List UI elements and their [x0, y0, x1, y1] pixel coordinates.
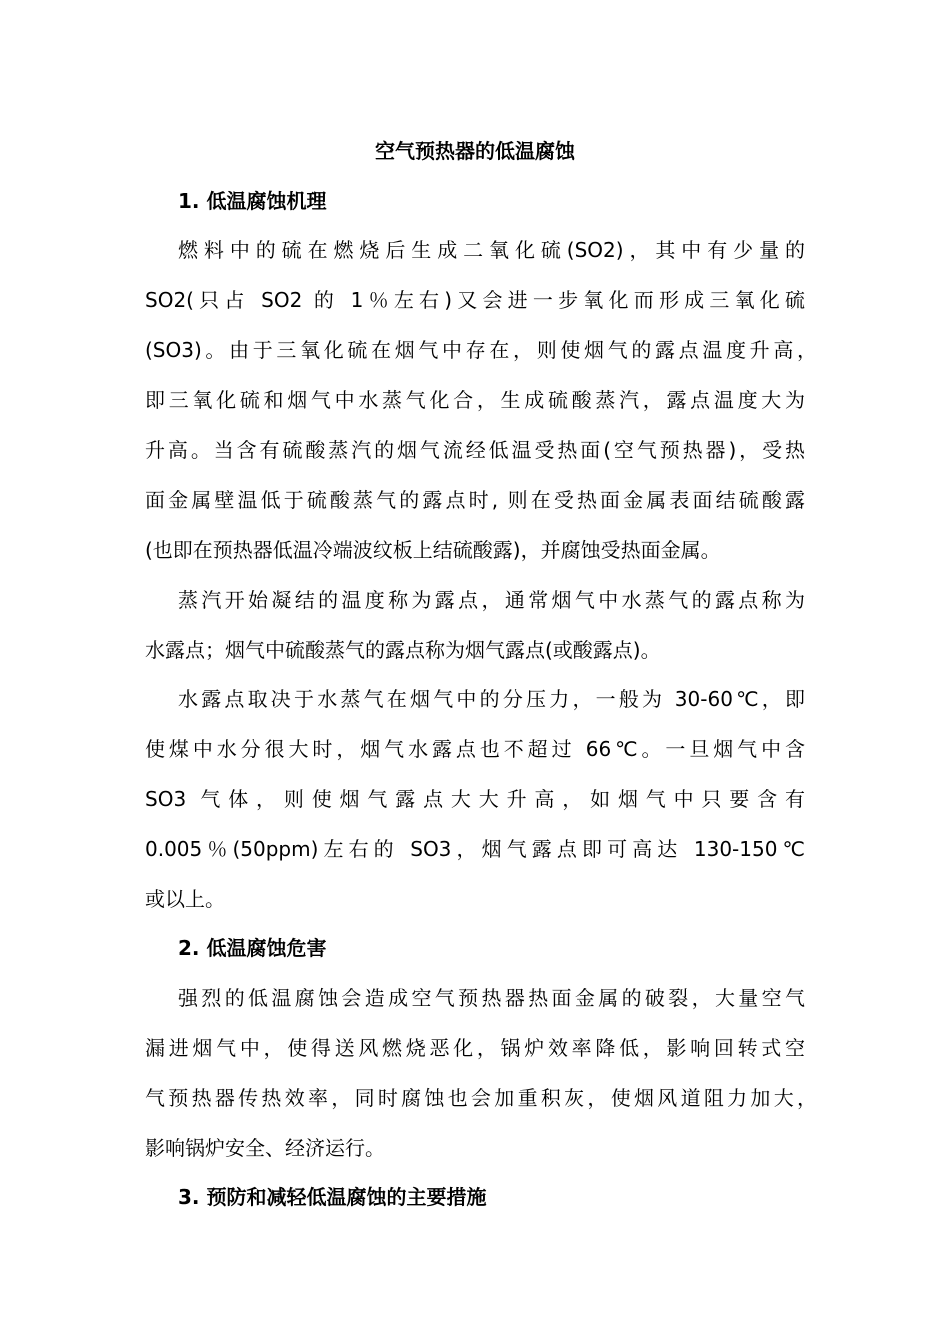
paragraph-line: 升高。当含有硫酸蒸汽的烟气流经低温受热面(空气预热器)，受热: [145, 438, 805, 462]
paragraph-line: (也即在预热器低温冷端波纹板上结硫酸露)，并腐蚀受热面金属。: [145, 538, 721, 562]
paragraph-line: 强烈的低温腐蚀会造成空气预热器热面金属的破裂，大量空气: [178, 986, 805, 1010]
paragraph-line: 气预热器传热效率，同时腐蚀也会加重积灰，使烟风道阻力加大，: [145, 1086, 817, 1110]
paragraph-line: 面金属壁温低于硫酸蒸气的露点时, 则在受热面金属表面结硫酸露: [145, 488, 805, 512]
section-heading-1: 1. 低温腐蚀机理: [178, 189, 327, 213]
paragraph-line: 使煤中水分很大时，烟气水露点也不超过 66℃。一旦烟气中含: [145, 737, 805, 761]
paragraph-line: 燃料中的硫在燃烧后生成二氧化硫(SO2)，其中有少量的: [178, 238, 805, 262]
paragraph-line: 即三氧化硫和烟气中水蒸气化合，生成硫酸蒸汽，露点温度大为: [145, 388, 805, 412]
paragraph-line: 影响锅炉安全、经济运行。: [145, 1136, 385, 1160]
paragraph-line: (SO3)。由于三氧化硫在烟气中存在，则使烟气的露点温度升高，: [145, 338, 817, 362]
paragraph-line: SO3 气体，则使烟气露点大大升高，如烟气中只要含有: [145, 787, 805, 811]
paragraph-line: 0.005％(50ppm)左右的 SO3，烟气露点即可高达 130-150℃: [145, 837, 805, 861]
paragraph-line: SO2(只占 SO2 的 1％左右)又会进一步氧化而形成三氧化硫: [145, 288, 805, 312]
document-title: 空气预热器的低温腐蚀: [375, 139, 575, 163]
paragraph-line: 水露点取决于水蒸气在烟气中的分压力，一般为 30-60℃，即: [178, 687, 805, 711]
paragraph-line: 蒸汽开始凝结的温度称为露点，通常烟气中水蒸气的露点称为: [178, 588, 805, 612]
section-heading-2: 2. 低温腐蚀危害: [178, 936, 327, 960]
paragraph-line: 漏进烟气中，使得送风燃烧恶化，锅炉效率降低，影响回转式空: [145, 1036, 805, 1060]
paragraph-line: 水露点；烟气中硫酸蒸气的露点称为烟气露点(或酸露点)。: [145, 638, 661, 662]
section-heading-3: 3. 预防和减轻低温腐蚀的主要措施: [178, 1185, 487, 1209]
paragraph-line: 或以上。: [145, 887, 225, 911]
